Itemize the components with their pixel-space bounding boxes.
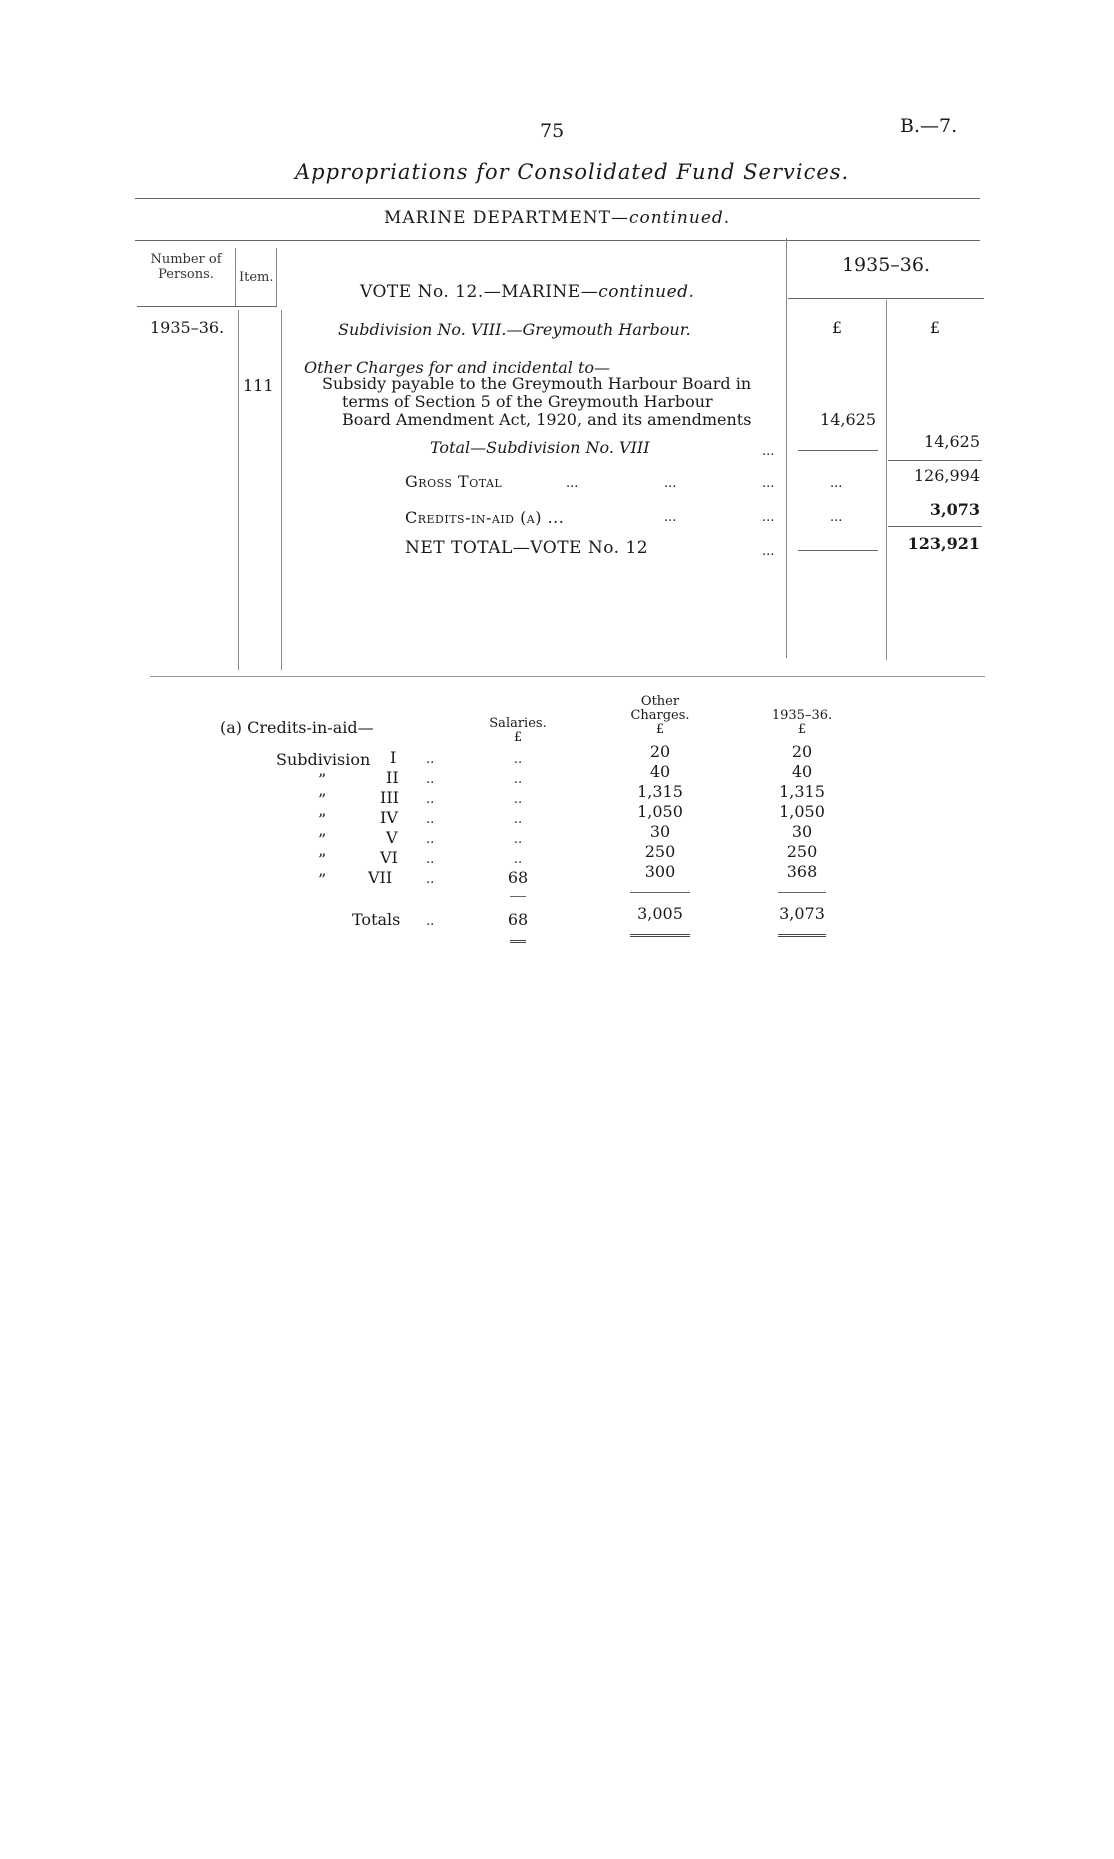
credits-row-roman: III [380,788,399,807]
col-line-item-head [276,248,277,306]
credits-row-year: 20 [791,742,813,761]
credits-row-year: 368 [786,862,818,881]
credits-row-other: 300 [644,862,676,881]
credits-row-salaries: .. [513,832,523,847]
credits-row-prefix: Subdivision [276,750,371,769]
credits-col-other-1: Other [640,694,680,709]
credits-row-dots: .. [426,812,435,827]
credits-row-year: 250 [786,842,818,861]
subdivision-heading: Subdivision No. VIII.—Greymouth Harbour. [338,320,691,339]
dots-gross-3: ... [762,476,775,491]
credits-row-salaries: .. [513,852,523,867]
credits-row-salaries: 68 [507,868,529,887]
credits-row-dots: .. [426,852,435,867]
credits-row-salaries: .. [513,812,523,827]
col-line-persons-body [238,310,239,670]
credits-row-dots: .. [426,872,435,887]
credits-row-salaries: .. [513,772,523,787]
credits-totals-label: Totals [352,910,401,929]
dots-credits-2: ... [762,510,775,525]
total-subdivision-label: Total—Subdivision No. VIII [430,438,650,457]
dots-credits-1: ... [664,510,677,525]
rule-credits-year [778,892,826,893]
double-rule-other [630,934,690,937]
credits-col-salaries-pound: £ [513,730,523,745]
credits-row-year: 30 [791,822,813,841]
item-description-line2: terms of Section 5 of the Greymouth Harbour [342,392,713,411]
credits-totals-dots: .. [426,914,435,929]
credits-row-roman: V [386,828,398,847]
dots-total: ... [762,444,775,459]
column-header-year: 1935–36. [841,254,931,276]
rule-year-head [788,298,984,299]
vote-title: VOTE No. 12.—MARINE—continued. [360,282,695,302]
credits-row-salaries: .. [513,792,523,807]
net-total-label: NET TOTAL—VOTE No. 12 [405,538,649,558]
credits-row-prefix: ” [318,770,327,789]
col-line-amount [786,238,787,658]
credits-row-prefix: ” [318,830,327,849]
page-number: 75 [540,120,565,142]
item-description-line1: Subsidy payable to the Greymouth Harbour Board in [322,374,752,393]
dots-net: ... [762,544,775,559]
credits-in-aid-label: Credits-in-aid (a) ... [405,508,565,527]
credits-row-dots: .. [426,792,435,807]
rule-item-head [237,306,277,307]
credits-row-dots: .. [426,752,435,767]
credits-row-other: 30 [649,822,671,841]
credits-row-dots: .. [426,772,435,787]
credits-col-other-2: Charges. [630,708,690,723]
dash-net [798,550,878,551]
other-charges-heading: Other Charges for and incidental to— [304,358,611,377]
col-line-item-body [281,310,282,670]
item-number: 111 [243,376,274,395]
rule-credits-salaries [510,896,526,897]
credits-row-salaries: .. [513,752,523,767]
credits-row-year: 1,315 [779,782,825,801]
rule-credits-other [630,892,690,893]
credits-row-prefix: ” [318,810,327,829]
item-amount: 14,625 [820,410,876,429]
dash-total [798,450,878,451]
column-header-item: Item. [239,270,274,285]
rule-total [888,460,982,461]
credits-col-salaries: Salaries. [489,716,547,731]
dots-gross-2: ... [664,476,677,491]
credits-row-roman: I [390,748,397,767]
dots-gross-4: ... [830,476,843,491]
rule-dept [135,240,980,241]
gross-total-label: Gross Total [405,472,503,491]
double-rule-salaries [510,940,526,943]
credits-row-dots: .. [426,832,435,847]
page-code: B.—7. [900,115,958,137]
credits-row-roman: VI [380,848,398,867]
column-header-persons: Number of Persons. [150,252,222,282]
dots-credits-3: ... [830,510,843,525]
page-title: Appropriations for Consolidated Fund Services. [295,160,850,184]
total-subdivision-value: 14,625 [924,432,980,451]
persons-year: 1935–36. [150,318,225,337]
item-description-line3: Board Amendment Act, 1920, and its amendments [342,410,752,429]
credits-row-roman: IV [380,808,398,827]
credits-totals-salaries: 68 [507,910,529,929]
credits-row-year: 1,050 [779,802,825,821]
credits-row-roman: II [386,768,399,787]
credits-totals-year: 3,073 [779,904,825,923]
dots-gross-1: ... [566,476,579,491]
gross-total-value: 126,994 [913,466,980,485]
credits-col-year: 1935–36. [771,708,833,723]
credits-row-prefix: ” [318,870,327,889]
credits-row-other: 1,050 [637,802,683,821]
rule-table-bottom [150,676,985,677]
credits-row-other: 1,315 [637,782,683,801]
rule-persons-head [137,306,237,307]
pound-sign-amount: £ [831,318,843,337]
credits-row-other: 250 [644,842,676,861]
rule-credits [888,526,982,527]
department-heading: MARINE DEPARTMENT—continued. [384,208,731,228]
credits-row-other: 20 [649,742,671,761]
credits-row-roman: VII [368,868,393,887]
credits-col-other-pound: £ [655,722,665,737]
credits-row-prefix: ” [318,850,327,869]
credits-table-heading: (a) Credits-in-aid— [220,718,374,737]
double-rule-year [778,934,826,937]
credits-row-prefix: ” [318,790,327,809]
credits-row-year: 40 [791,762,813,781]
credits-totals-other: 3,005 [637,904,683,923]
net-total-value: 123,921 [907,534,980,553]
rule-top [135,198,980,199]
credits-row-other: 40 [649,762,671,781]
credits-col-year-pound: £ [797,722,807,737]
credits-in-aid-value: 3,073 [929,500,980,519]
pound-sign-total: £ [929,318,941,337]
